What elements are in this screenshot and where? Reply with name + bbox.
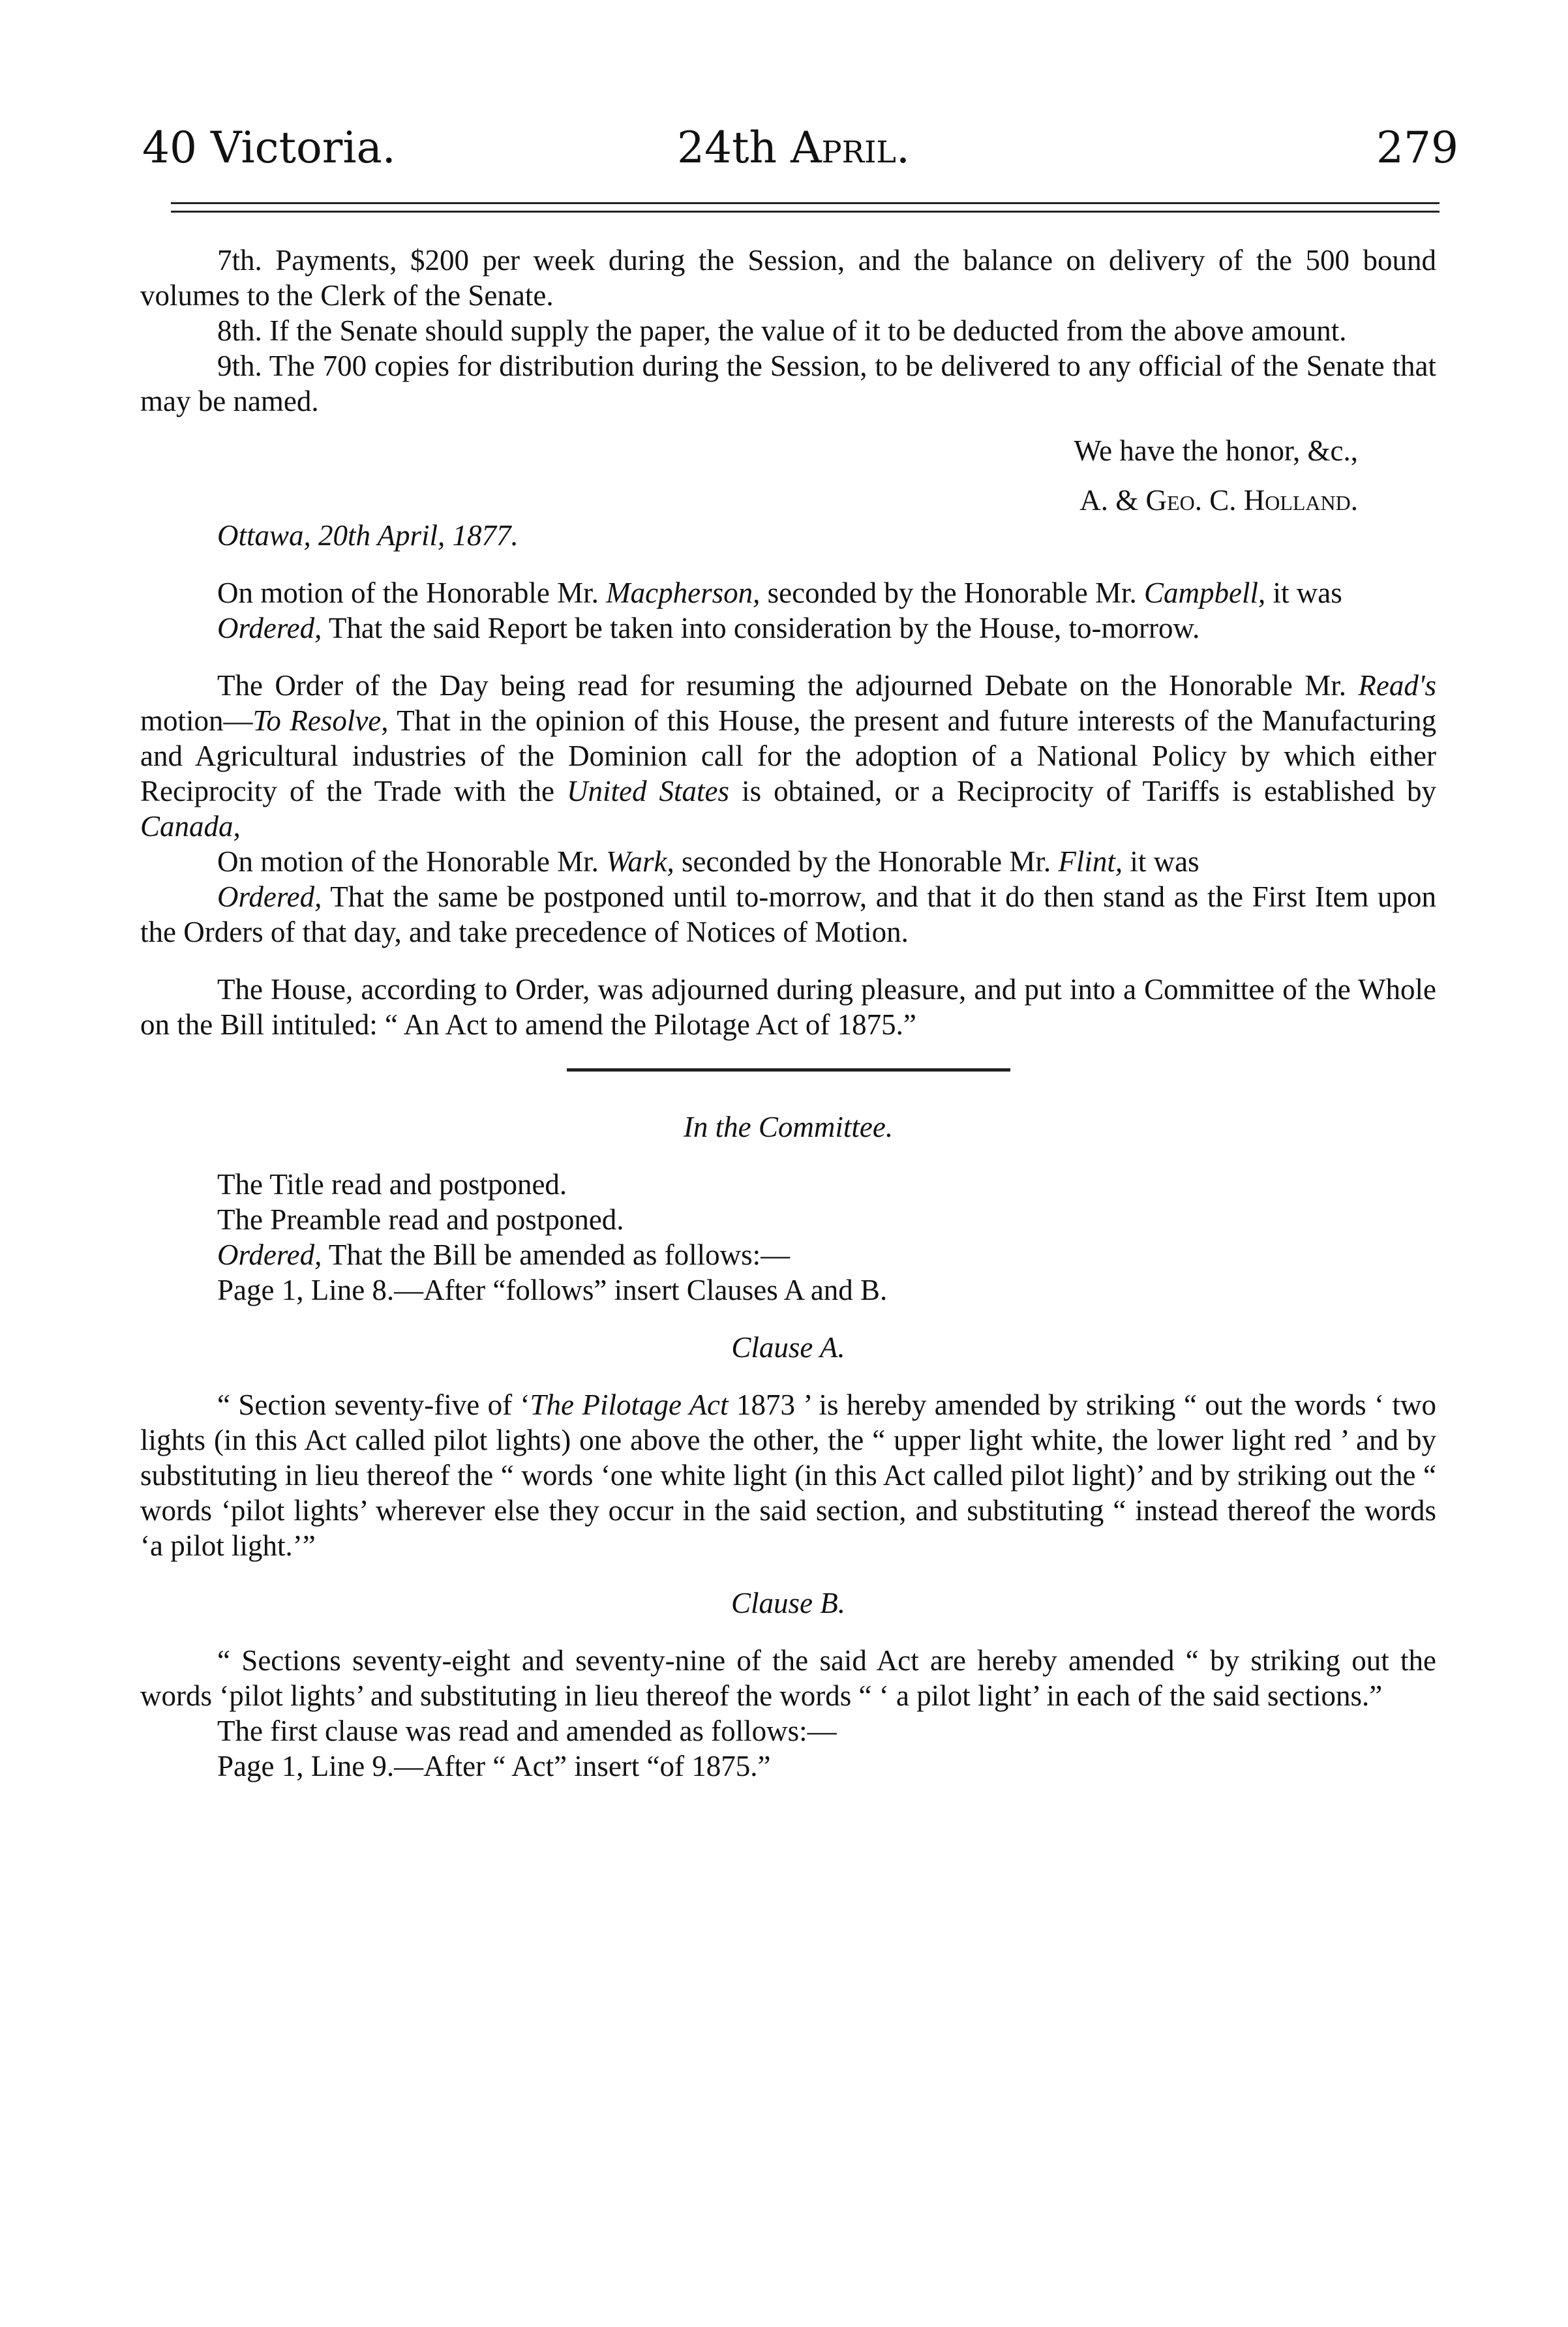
ood-text-3: That in the opinion of this House, the present and future interests of the Manufacturing and Agricultural industries of the Dominion call for the adoption of a National Policy by which either Reciprocity of the Trade with the [140, 704, 1436, 807]
running-header [142, 123, 1458, 181]
ood-text-1: The Order of the Day being read for resuming the adjourned Debate on the Honorable Mr. [217, 669, 1347, 702]
motion-mover: Macpherson, [606, 577, 761, 609]
ood-united-states: United States [567, 775, 730, 807]
committee-ordered-label: Ordered, [217, 1239, 322, 1271]
letter-item-9: 9th. The 700 copies for distribution during the Session, to be delivered to any official of the Senate that may be named. [140, 350, 1436, 417]
motion-paragraph [140, 575, 1436, 610]
ood-ordered-text: That the same be postponed until to-morrow, and that it do then stand as the First Item upon the Orders of that day, and take precedence of Notices of Motion. [140, 880, 1437, 948]
letter-item-8: 8th. If the Senate should supply the paper, the value of it to be deducted from the above amount. [217, 314, 1347, 347]
motion-order [140, 610, 1436, 646]
house-committee-paragraph: The House, according to Order, was adjourned during pleasure, and put into a Committee of the Whole on the Bill intituled: “ An Act to amend the Pilotage Act of 1875.” [140, 973, 1436, 1041]
clause-a-text [140, 1387, 1436, 1563]
clause-a-text-1: “ Section seventy-five of ‘ [217, 1389, 530, 1421]
committee-amendment-line: Page 1, Line 8.—After “follows” insert Clauses A and B. [217, 1274, 888, 1306]
letter-closing: We have the honor, &c., [1074, 434, 1358, 467]
committee-ordered-line [140, 1237, 1436, 1272]
ood-resolve: To Resolve, [252, 704, 389, 737]
letter-signature: A. & Geo. C. Holland. [1079, 484, 1358, 517]
committee-title-line: The Title read and postponed. [217, 1168, 567, 1201]
ood-text-4: is obtained, or a Reciprocity of Tariffs is established by [742, 775, 1437, 807]
ood-order [140, 879, 1436, 950]
clause-b-amendment-line: Page 1, Line 9.—After “ Act” insert “of 1875.” [217, 1750, 771, 1782]
header-regnal-year: 40 Victoria. [142, 123, 396, 173]
motion-seconded: seconded by the Honorable Mr. [767, 577, 1137, 609]
ood-motion-mover: Wark, [606, 845, 674, 878]
motion-lead: On motion of the Honorable Mr. [217, 577, 599, 609]
committee-preamble-line: The Preamble read and postponed. [217, 1203, 624, 1236]
ood-mover: Read's [1358, 669, 1436, 702]
ood-ordered-label: Ordered, [217, 880, 322, 913]
ood-canada: Canada, [140, 810, 241, 843]
ood-text-2: motion— [140, 704, 253, 737]
committee-ordered-text: That the Bill be amended as follows:— [328, 1239, 791, 1271]
clause-b-first-clause-line: The first clause was read and amended as follows:— [217, 1715, 837, 1747]
letter-item-7: 7th. Payments, $200 per week during the Session, and the balance on delivery of the 500 bound volumes to the Clerk of the Senate. [140, 244, 1436, 312]
ood-motion-seconder: Flint, [1058, 845, 1123, 878]
clause-a-text-2: 1873 ’ is hereby amended by striking “ out the words ‘ two lights (in this Act called pilot lights) one above the other, the “ upper light white, the lower light red ’ and by substituting in lieu thereof the “ words ‘one white light (in this Act called pilot light)’ and by striking out the “ words ‘pilot lights’ wherever else they occur in the said section, and substituting “ instead thereof the words ‘a pilot light.’” [140, 1389, 1437, 1562]
letter-place-date: Ottawa, 20th April, 1877. [217, 519, 519, 552]
ood-motion [140, 844, 1436, 879]
ood-motion-lead: On motion of the Honorable Mr. [217, 845, 599, 878]
page-body [140, 243, 1436, 1784]
clause-b-text: “ Sections seventy-eight and seventy-nine of the said Act are hereby amended “ by striking out the words ‘pilot lights’ and substituting in lieu thereof the words “ ‘ a pilot light’ in each of the said sections.” [140, 1644, 1436, 1712]
section-rule [567, 1068, 1010, 1072]
motion-ordered-label: Ordered, [217, 612, 322, 644]
motion-seconder: Campbell, [1144, 577, 1266, 609]
ood-motion-it-was: it was [1130, 845, 1199, 878]
header-date [677, 123, 910, 173]
order-of-day-paragraph [140, 668, 1436, 844]
motion-it-was: it was [1273, 577, 1342, 609]
ood-motion-seconded: seconded by the Honorable Mr. [682, 845, 1051, 878]
committee-heading: In the Committee. [683, 1111, 894, 1143]
motion-ordered-text: That the said Report be taken into consideration by the House, to-morrow. [328, 612, 1200, 644]
header-date-day: 24th [677, 123, 777, 173]
header-date-month: April. [791, 123, 910, 173]
page-number: 279 [1376, 123, 1458, 173]
clause-a-act-title: The Pilotage Act [530, 1389, 729, 1421]
header-rule [171, 202, 1440, 213]
clause-a-heading: Clause A. [731, 1331, 845, 1364]
clause-b-heading: Clause B. [731, 1587, 845, 1619]
